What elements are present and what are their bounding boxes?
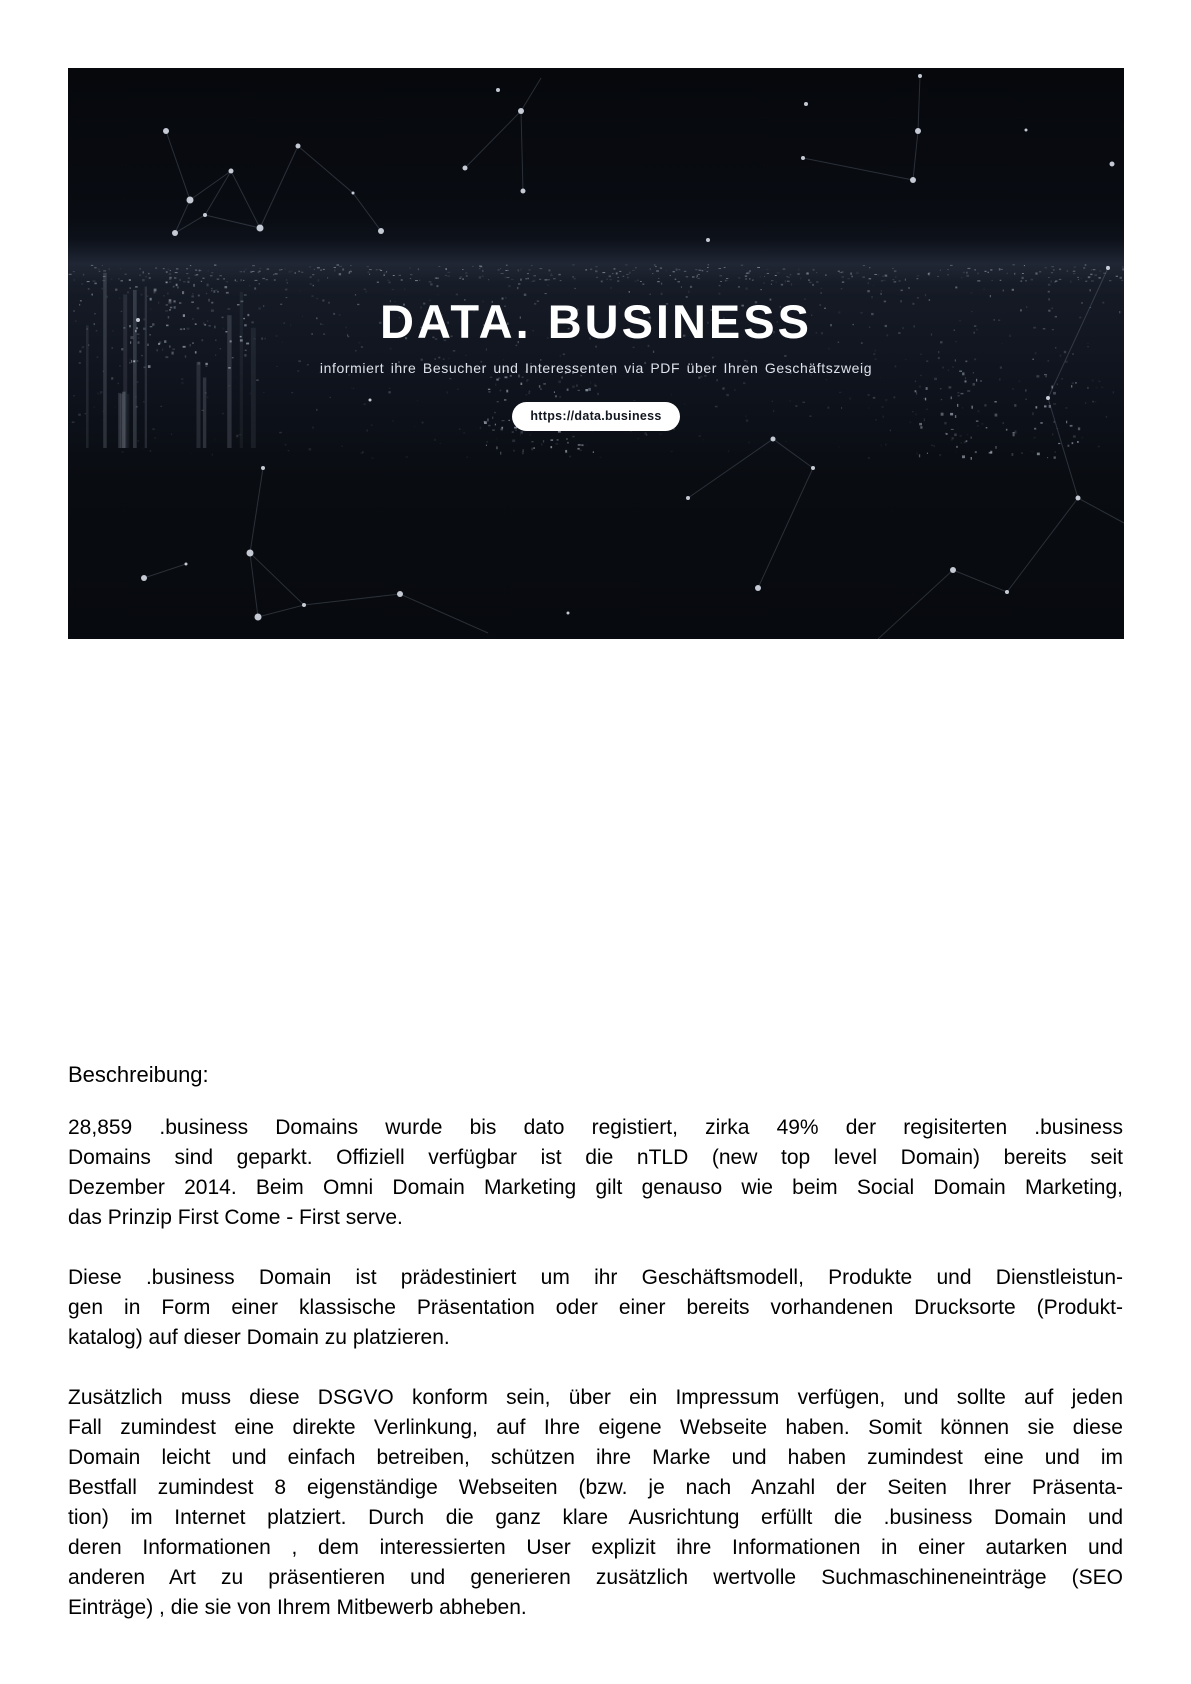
banner-subtitle: informiert ihre Besucher und Interessenten via PDF über Ihren Geschäftszweig	[319, 360, 873, 376]
paragraph-line: deren Informationen , dem interessierten User explizit ihre Informationen in einer autarken und	[68, 1536, 1123, 1559]
paragraph-line: Dezember 2014. Beim Omni Domain Marketing gilt genauso wie beim Social Domain Marketing,	[68, 1176, 1123, 1199]
paragraph-line: Einträge) , die sie von Ihrem Mitbewerb abheben.	[68, 1596, 527, 1619]
paragraph-line: Fall zumindest eine direkte Verlinkung, auf Ihre eigene Webseite haben. Somit können sie diese	[68, 1416, 1123, 1439]
city-constellation-graphic	[68, 68, 1124, 639]
paragraph-line: Bestfall zumindest 8 eigenständige Webseiten (bzw. je nach Anzahl der Seiten Ihrer Präsenta-	[68, 1476, 1123, 1499]
paragraph-line: Domain leicht und einfach betreiben, schützen ihre Marke und haben zumindest eine und im	[68, 1446, 1123, 1469]
paragraph	[68, 1263, 1123, 1353]
domain-url-pill[interactable]: https://data.business	[512, 402, 679, 431]
paragraph-line: Zusätzlich muss diese DSGVO konform sein, über ein Impressum verfügen, und sollte auf jeden	[68, 1386, 1123, 1409]
paragraph-line: 28,859 .business Domains wurde bis dato registiert, zirka 49% der regisiterten .business	[68, 1116, 1123, 1139]
paragraph-line: anderen Art zu präsentieren und generieren zusätzlich wertvolle Suchmaschineneinträge (SEO	[68, 1566, 1123, 1589]
paragraph-line: Diese .business Domain ist prädestiniert um ihr Geschäftsmodell, Produkte und Dienstleistun-	[68, 1266, 1123, 1289]
paragraph-line: tion) im Internet platziert. Durch die ganz klare Ausrichtung erfüllt die .business Domain und	[68, 1506, 1123, 1529]
banner-image	[68, 68, 1124, 639]
banner-title: DATA. BUSINESS	[380, 295, 812, 348]
description-paragraphs	[68, 1113, 1123, 1623]
description-section	[68, 1060, 1123, 1653]
paragraph	[68, 1113, 1123, 1233]
paragraph	[68, 1383, 1123, 1623]
url-pill-wrapper	[68, 402, 1124, 431]
paragraph-line: gen in Form einer klassische Präsentation oder einer bereits vorhandenen Drucksorte (Produkt-	[68, 1296, 1123, 1319]
paragraph-line: katalog) auf dieser Domain zu platzieren.	[68, 1326, 450, 1349]
constellation-lines	[144, 76, 1124, 639]
paragraph-line: Domains sind geparkt. Offiziell verfügbar ist die nTLD (new top level Domain) bereits seit	[68, 1146, 1123, 1169]
description-heading: Beschreibung:	[68, 1062, 209, 1087]
paragraph-line: das Prinzip First Come - First serve.	[68, 1206, 403, 1229]
